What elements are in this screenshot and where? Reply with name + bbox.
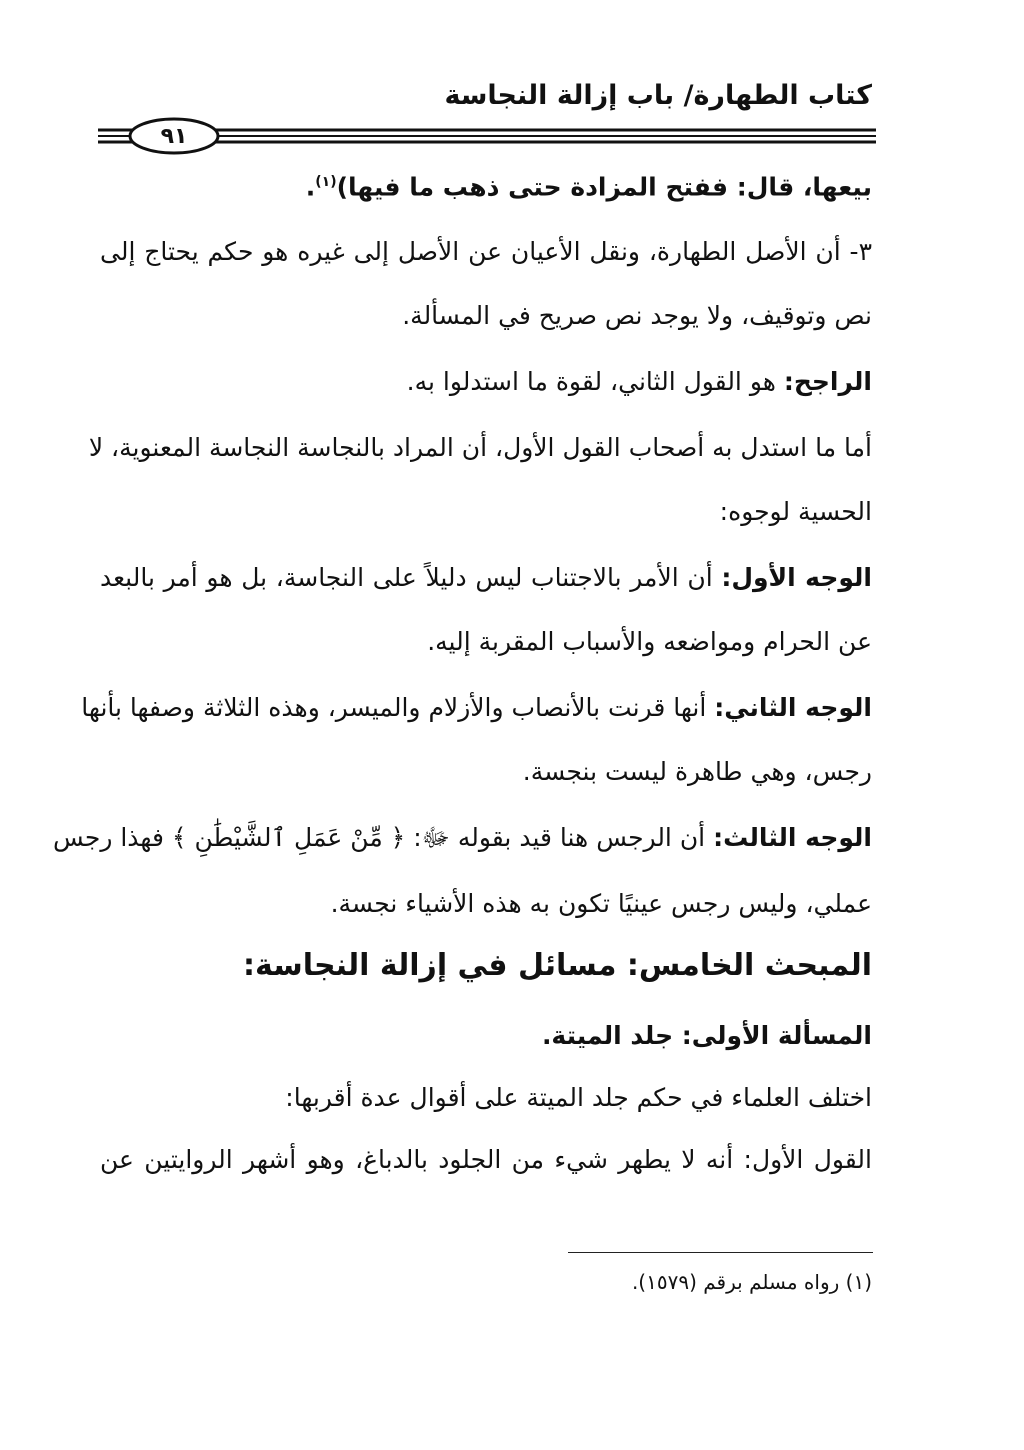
issue-heading: المسألة الأولى: جلد الميتة. [541,1021,872,1050]
text-line: نص وتوقيف، ولا يوجد نص صريح في المسألة. [402,301,872,330]
text-line [81,688,872,728]
text-line: أما ما استدل به أصحاب القول الأول، أن المراد بالنجاسة النجاسة المعنوية، لا [88,433,872,462]
text-run: هو القول الثاني، لقوة ما استدلوا به. [406,367,784,396]
text-run: أن الأمر بالاجتناب ليس دليلاً على النجاسة، بل هو أمر بالبعد [100,563,722,592]
text-line [407,362,872,402]
page-number: ٩١ [160,123,188,149]
text-line: عن الحرام ومواضعه والأسباب المقربة إليه. [427,627,872,656]
footnote-ref: (١) [315,174,337,190]
text-line: اختلف العلماء في حكم جلد الميتة على أقوال عدة أقربها: [285,1083,872,1112]
text-line: الحسية لوجوه: [719,497,872,526]
running-title: كتاب الطهارة/ باب إزالة النجاسة [444,80,872,111]
text-run: بيعها، قال: ففتح المزادة حتى ذهب ما فيها) [336,172,872,202]
text-line [100,558,872,598]
rajih-label: الراجح: [783,367,872,396]
footnote: (١) رواه مسلم برقم (١٥٧٩). [631,1270,872,1294]
text-line [53,818,872,858]
header-rule-ornament [98,116,876,156]
text-line: القول الأول: أنه لا يطهر شيء من الجلود بالدباغ، وهو أشهر الروايتين عن [100,1145,872,1174]
text-line [306,162,872,207]
footnote-separator [568,1252,873,1253]
text-run: أن الرجس هنا قيد بقوله ﷻ: ﴿ مِّنْ عَمَلِ ٱلشَّيْطَٰنِ ﴾ فهذا رجس [53,823,714,852]
section-heading: المبحث الخامس: مسائل في إزالة النجاسة: [243,948,872,983]
text-line: عملي، وليس رجس عينيًا تكون به هذه الأشياء نجسة. [330,889,872,918]
aspect-one-label: الوجه الأول: [721,563,872,592]
text-line: ٣- أن الأصل الطهارة، ونقل الأعيان عن الأصل إلى غيره هو حكم يحتاج إلى [100,237,872,266]
aspect-two-label: الوجه الثاني: [714,693,872,722]
text-line: رجس، وهي طاهرة ليست بنجسة. [522,757,872,786]
text-run: . [305,172,316,202]
text-run: أنها قرنت بالأنصاب والأزلام والميسر، وهذه الثلاثة وصفها بأنها [81,693,715,722]
aspect-three-label: الوجه الثالث: [713,823,872,852]
